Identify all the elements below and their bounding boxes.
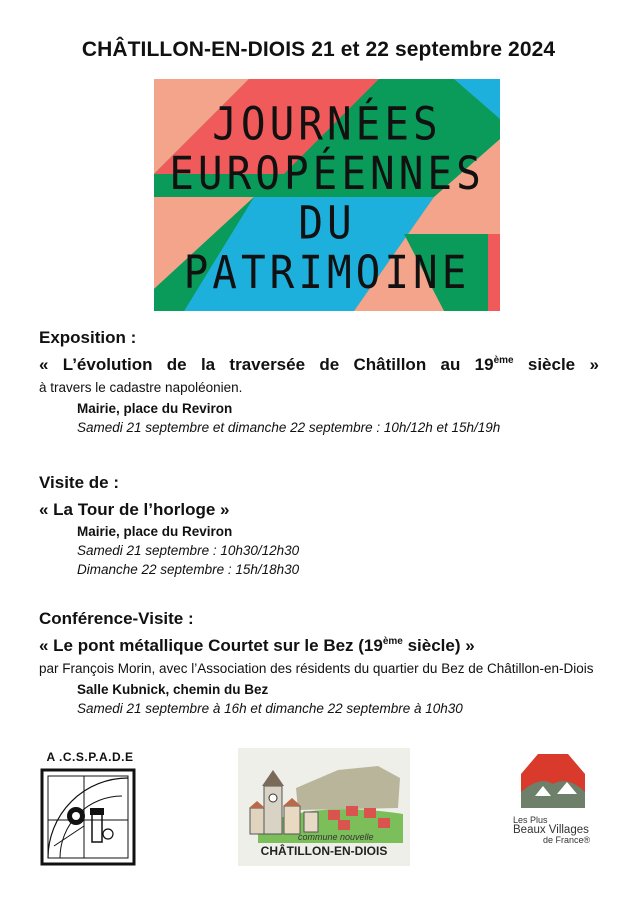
- section-place: Mairie, place du Reviron: [77, 524, 233, 539]
- commune-subtitle: commune nouvelle: [298, 832, 374, 842]
- section-time: Samedi 21 septembre : 10h30/12h30: [77, 543, 300, 558]
- quote-word: au: [440, 355, 461, 374]
- section-place: Salle Kubnick, chemin du Bez: [77, 682, 269, 697]
- quote-word: Châtillon: [353, 355, 427, 374]
- section-place: Mairie, place du Reviron: [77, 401, 233, 416]
- banner-line-1: JOURNÉES: [212, 97, 442, 151]
- plbv-text: [513, 815, 601, 845]
- quote-word: traversée: [229, 355, 306, 374]
- banner-line-3: DU: [298, 196, 356, 250]
- section-time: Dimanche 22 septembre : 15h/18h30: [77, 562, 300, 577]
- plbv-line1: Les Plus: [513, 815, 548, 825]
- plbv-logo: [513, 752, 593, 852]
- banner-line-4: PATRIMOINE: [183, 246, 471, 300]
- quote-word: L’évolution: [62, 355, 153, 374]
- acspade-emblem-icon: [40, 768, 136, 866]
- section-quote: « Le pont métallique Courtet sur le Bez (19ème siècle) »: [39, 636, 475, 655]
- commune-name: CHÂTILLON-EN-DIOIS: [260, 844, 388, 858]
- plbv-line2: Beaux Villages: [513, 824, 589, 836]
- section-conference: [39, 609, 609, 716]
- quote-word: 19ème: [474, 355, 514, 374]
- commune-logo: [238, 748, 410, 866]
- quote-word: la: [200, 355, 216, 374]
- plbv-emblem-icon: [513, 752, 593, 814]
- page-title: CHÂTILLON-EN-DIOIS 21 et 22 septembre 2024: [81, 38, 556, 61]
- quote-word: siècle: [527, 355, 576, 374]
- quote-word: «: [39, 355, 49, 374]
- section-time: Samedi 21 septembre et dimanche 22 septembre : 10h/12h et 15h/19h: [77, 420, 501, 435]
- section-quote: « La Tour de l’horloge »: [39, 500, 230, 519]
- section-title: Conférence-Visite :: [39, 609, 194, 628]
- section-subtitle: à travers le cadastre napoléonien.: [39, 380, 243, 395]
- section-title: Visite de :: [39, 473, 119, 492]
- section-subtitle: par François Morin, avec l’Association des résidents du quartier du Bez de Châtillon-en-Diois: [39, 661, 594, 676]
- jep-banner: [154, 79, 500, 311]
- section-visite: [39, 473, 609, 577]
- plbv-line3: de France®: [543, 835, 591, 845]
- section-quote: [39, 355, 599, 375]
- banner-line-2: EUROPÉENNES: [169, 147, 485, 201]
- section-time: Samedi 21 septembre à 16h et dimanche 22 septembre à 10h30: [77, 701, 463, 716]
- section-title: Exposition :: [39, 328, 137, 347]
- quote-word: de: [319, 355, 340, 374]
- quote-word: de: [166, 355, 187, 374]
- acspade-logo: [40, 750, 140, 868]
- acspade-label: A .C.S.P.A.D.E: [46, 750, 134, 764]
- section-exposition: [39, 328, 609, 435]
- quote-word: »: [589, 355, 599, 374]
